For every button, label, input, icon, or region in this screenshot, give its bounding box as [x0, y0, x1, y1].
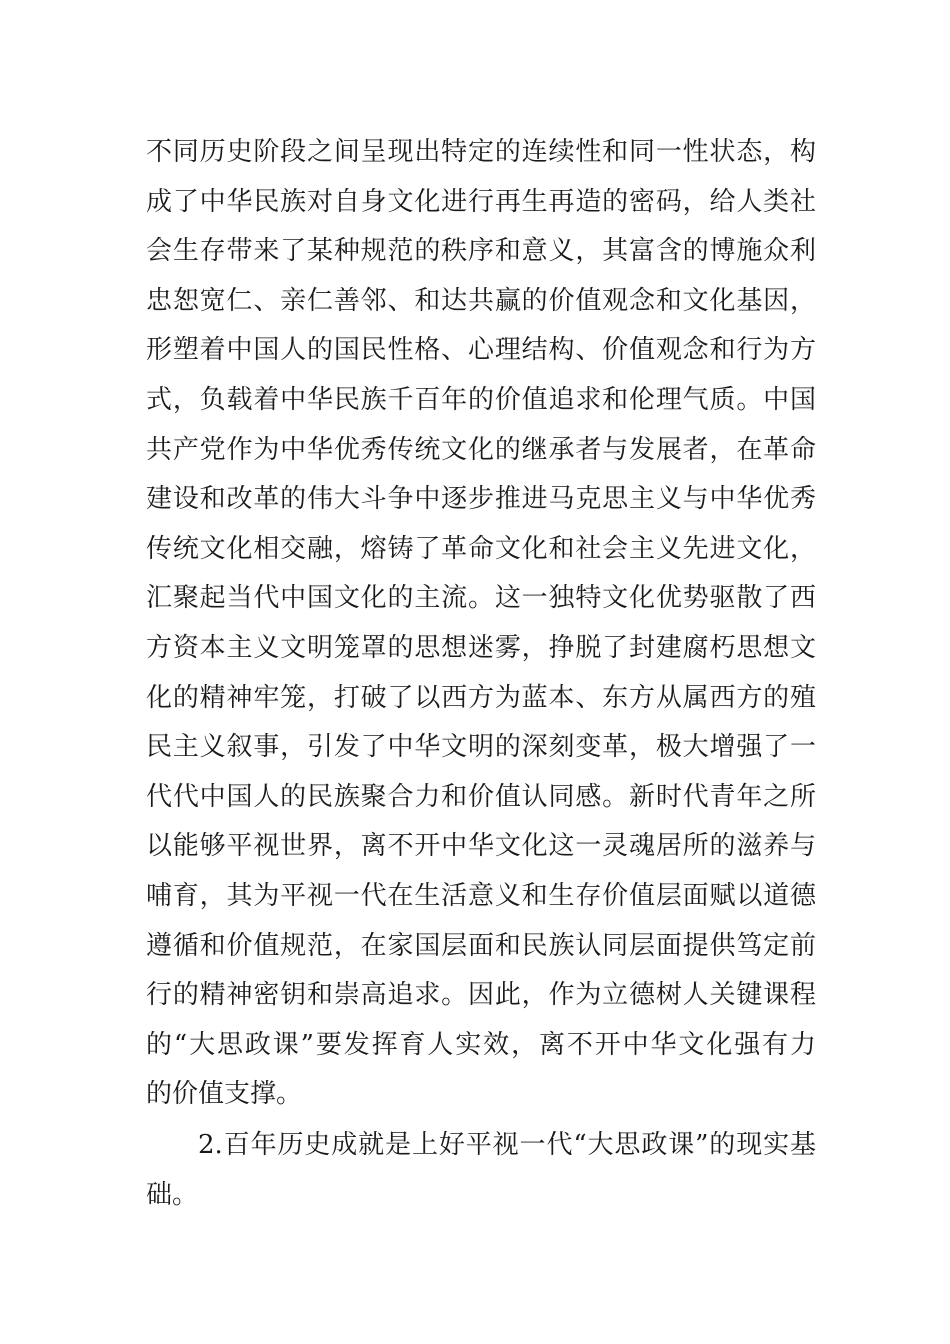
text-line: 础。 — [146, 1179, 199, 1210]
text-line: 的价值支撑。 — [146, 1079, 303, 1110]
text-line: 民主义叙事，引发了中华文明的深刻变革，极大增强了一 — [146, 732, 816, 763]
text-line: 成了中华民族对自身文化进行再生再造的密码，给人类社 — [146, 186, 816, 217]
text-line: 不同历史阶段之间呈现出特定的连续性和同一性状态，构 — [146, 137, 816, 167]
text-line: 方资本主义文明笼罩的思想迷雾，挣脱了封建腐朽思想文 — [146, 632, 816, 663]
text-line: 化的精神牢笼，打破了以西方为蓝本、东方从属西方的殖 — [146, 682, 816, 713]
body-paragraph — [146, 128, 816, 1120]
text-line: 的“大思政课”要发挥育人实效，离不开中华文化强有力 — [146, 1029, 816, 1060]
text-line: 忠恕宽仁、亲仁善邻、和达共赢的价值观念和文化基因， — [146, 285, 816, 316]
text-line: 式，负载着中华民族千百年的价值追求和伦理气质。中国 — [146, 384, 816, 415]
text-line: 形塑着中国人的国民性格、心理结构、价值观念和行为方 — [146, 335, 816, 366]
text-line: 以能够平视世界，离不开中华文化这一灵魂居所的滋养与 — [146, 831, 816, 862]
text-line: 遵循和价值规范，在家国层面和民族认同层面提供笃定前 — [146, 930, 816, 961]
text-line: 会生存带来了某种规范的秩序和意义，其富含的博施众利 — [146, 236, 816, 267]
text-line: 建设和改革的伟大斗争中逐步推进马克思主义与中华优秀 — [146, 484, 816, 515]
text-line: 传统文化相交融，熔铸了革命文化和社会主义先进文化， — [146, 533, 816, 564]
text-line: 哺育，其为平视一代在生活意义和生存价值层面赋以道德 — [146, 880, 816, 911]
text-line: 行的精神密钥和崇高追求。因此，作为立德树人关键课程 — [146, 980, 816, 1011]
text-line: 代代中国人的民族聚合力和价值认同感。新时代青年之所 — [146, 781, 816, 812]
section-heading-paragraph — [146, 1121, 816, 1220]
text-line: 汇聚起当代中国文化的主流。这一独特文化优势驱散了西 — [146, 583, 816, 614]
text-line: 2.百年历史成就是上好平视一代“大思政课”的现实基 — [198, 1130, 816, 1160]
text-line: 共产党作为中华优秀传统文化的继承者与发展者，在革命 — [146, 434, 816, 465]
